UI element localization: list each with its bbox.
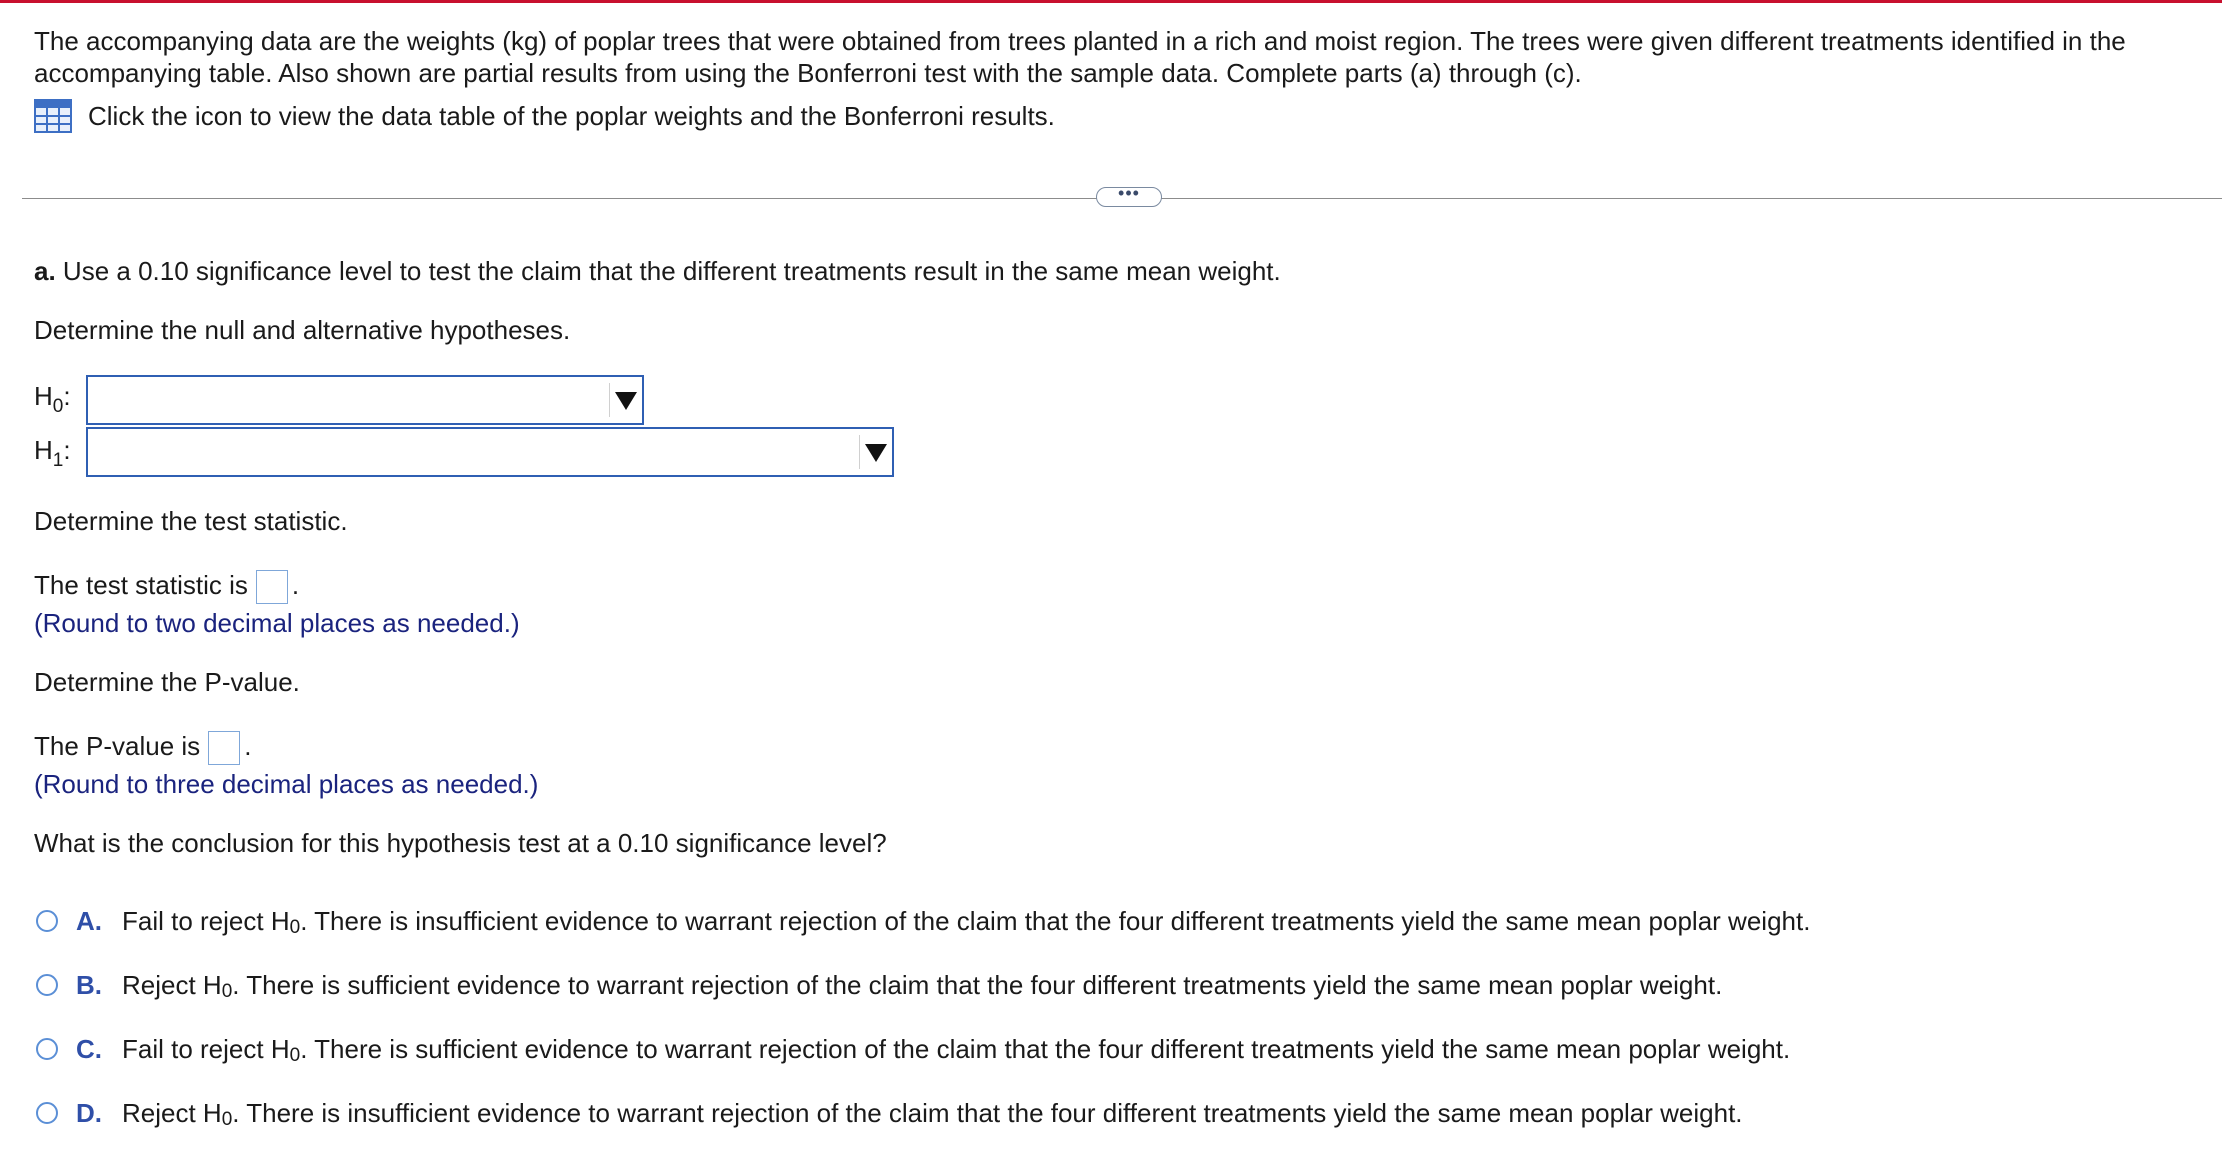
data-table-link-text: Click the icon to view the data table of the poplar weights and the Bonferroni results.: [88, 100, 1055, 131]
test-stat-line: The test statistic is .: [34, 569, 299, 604]
choice-c[interactable]: [36, 1029, 1790, 1069]
pvalue-text: The P-value is: [34, 731, 201, 761]
h0-dropdown[interactable]: [86, 375, 644, 425]
choice-a-pre: Fail to reject H: [122, 905, 290, 936]
h1-letter: H: [34, 435, 53, 465]
conclusion-prompt: What is the conclusion for this hypothesis test at a 0.10 significance level?: [34, 828, 887, 858]
choice-a-post: . There is insufficient evidence to warrant rejection of the claim that the four different treatments yield the same mean poplar weight.: [300, 905, 1811, 936]
choice-b-pre: Reject H: [122, 969, 222, 1000]
h1-subscript: 1: [52, 450, 64, 471]
choice-b-post: . There is sufficient evidence to warrant rejection of the claim that the four different treatments yield the same mean poplar weight.: [232, 969, 1723, 1000]
choice-b-sub: 0: [221, 981, 233, 1002]
pvalue-prompt: Determine the P-value.: [34, 667, 300, 697]
data-table-link-row: [34, 97, 1055, 135]
h0-letter: H: [34, 381, 53, 411]
chevron-down-icon: [865, 444, 887, 462]
choice-c-letter: C.: [76, 1033, 102, 1064]
test-stat-prompt: Determine the test statistic.: [34, 506, 348, 536]
choice-b-letter: B.: [76, 969, 102, 1000]
choice-d-letter: D.: [76, 1097, 102, 1128]
choice-d-post: . There is insufficient evidence to warrant rejection of the claim that the four different treatments yield the same mean poplar weight.: [232, 1097, 1743, 1128]
choice-b[interactable]: [36, 965, 1722, 1005]
radio-b[interactable]: [36, 974, 58, 996]
question-intro: The accompanying data are the weights (kg) of poplar trees that were obtained from trees planted in a rich and moist region. The trees were given different treatments identified in the accompanying table. Also shown are partial results from using the Bonferroni test with the sample data. Complete parts (a) through (c).: [34, 26, 2126, 88]
pvalue-hint: (Round to three decimal places as needed.): [34, 769, 539, 799]
choice-a-letter: A.: [76, 905, 102, 936]
choice-a[interactable]: [36, 901, 1810, 941]
choice-c-post: . There is sufficient evidence to warrant rejection of the claim that the four different treatments yield the same mean poplar weight.: [300, 1033, 1791, 1064]
hypotheses-prompt: Determine the null and alternative hypotheses.: [34, 315, 571, 345]
choice-c-sub: 0: [289, 1045, 301, 1066]
h0-dropdown-arrow-box: [609, 383, 640, 417]
choice-d-pre: Reject H: [122, 1097, 222, 1128]
h1-dropdown[interactable]: [86, 427, 894, 477]
test-stat-hint: (Round to two decimal places as needed.): [34, 608, 520, 638]
chevron-down-icon: [615, 392, 637, 410]
expand-more-button[interactable]: •••: [1096, 187, 1162, 207]
choice-c-pre: Fail to reject H: [122, 1033, 290, 1064]
part-a-label: a.: [34, 256, 56, 286]
part-a-prompt: [34, 255, 1281, 287]
choice-a-sub: 0: [289, 917, 301, 938]
h0-label: [34, 381, 71, 417]
pvalue-line: The P-value is .: [34, 730, 251, 765]
h0-colon: :: [63, 381, 71, 411]
part-a-prompt-text: Use a 0.10 significance level to test the claim that the different treatments result in the same mean weight.: [62, 256, 1281, 286]
choice-d[interactable]: [36, 1093, 1743, 1133]
h1-colon: :: [63, 435, 71, 465]
radio-a[interactable]: [36, 910, 58, 932]
h1-dropdown-arrow-box: [859, 435, 890, 469]
h1-label: [34, 435, 71, 471]
radio-d[interactable]: [36, 1102, 58, 1124]
pvalue-input[interactable]: [208, 731, 240, 765]
test-stat-text: The test statistic is: [34, 570, 248, 600]
radio-c[interactable]: [36, 1038, 58, 1060]
choice-d-sub: 0: [221, 1109, 233, 1130]
data-table-icon[interactable]: [34, 99, 72, 133]
h0-subscript: 0: [52, 396, 64, 417]
test-stat-input[interactable]: [256, 570, 288, 604]
